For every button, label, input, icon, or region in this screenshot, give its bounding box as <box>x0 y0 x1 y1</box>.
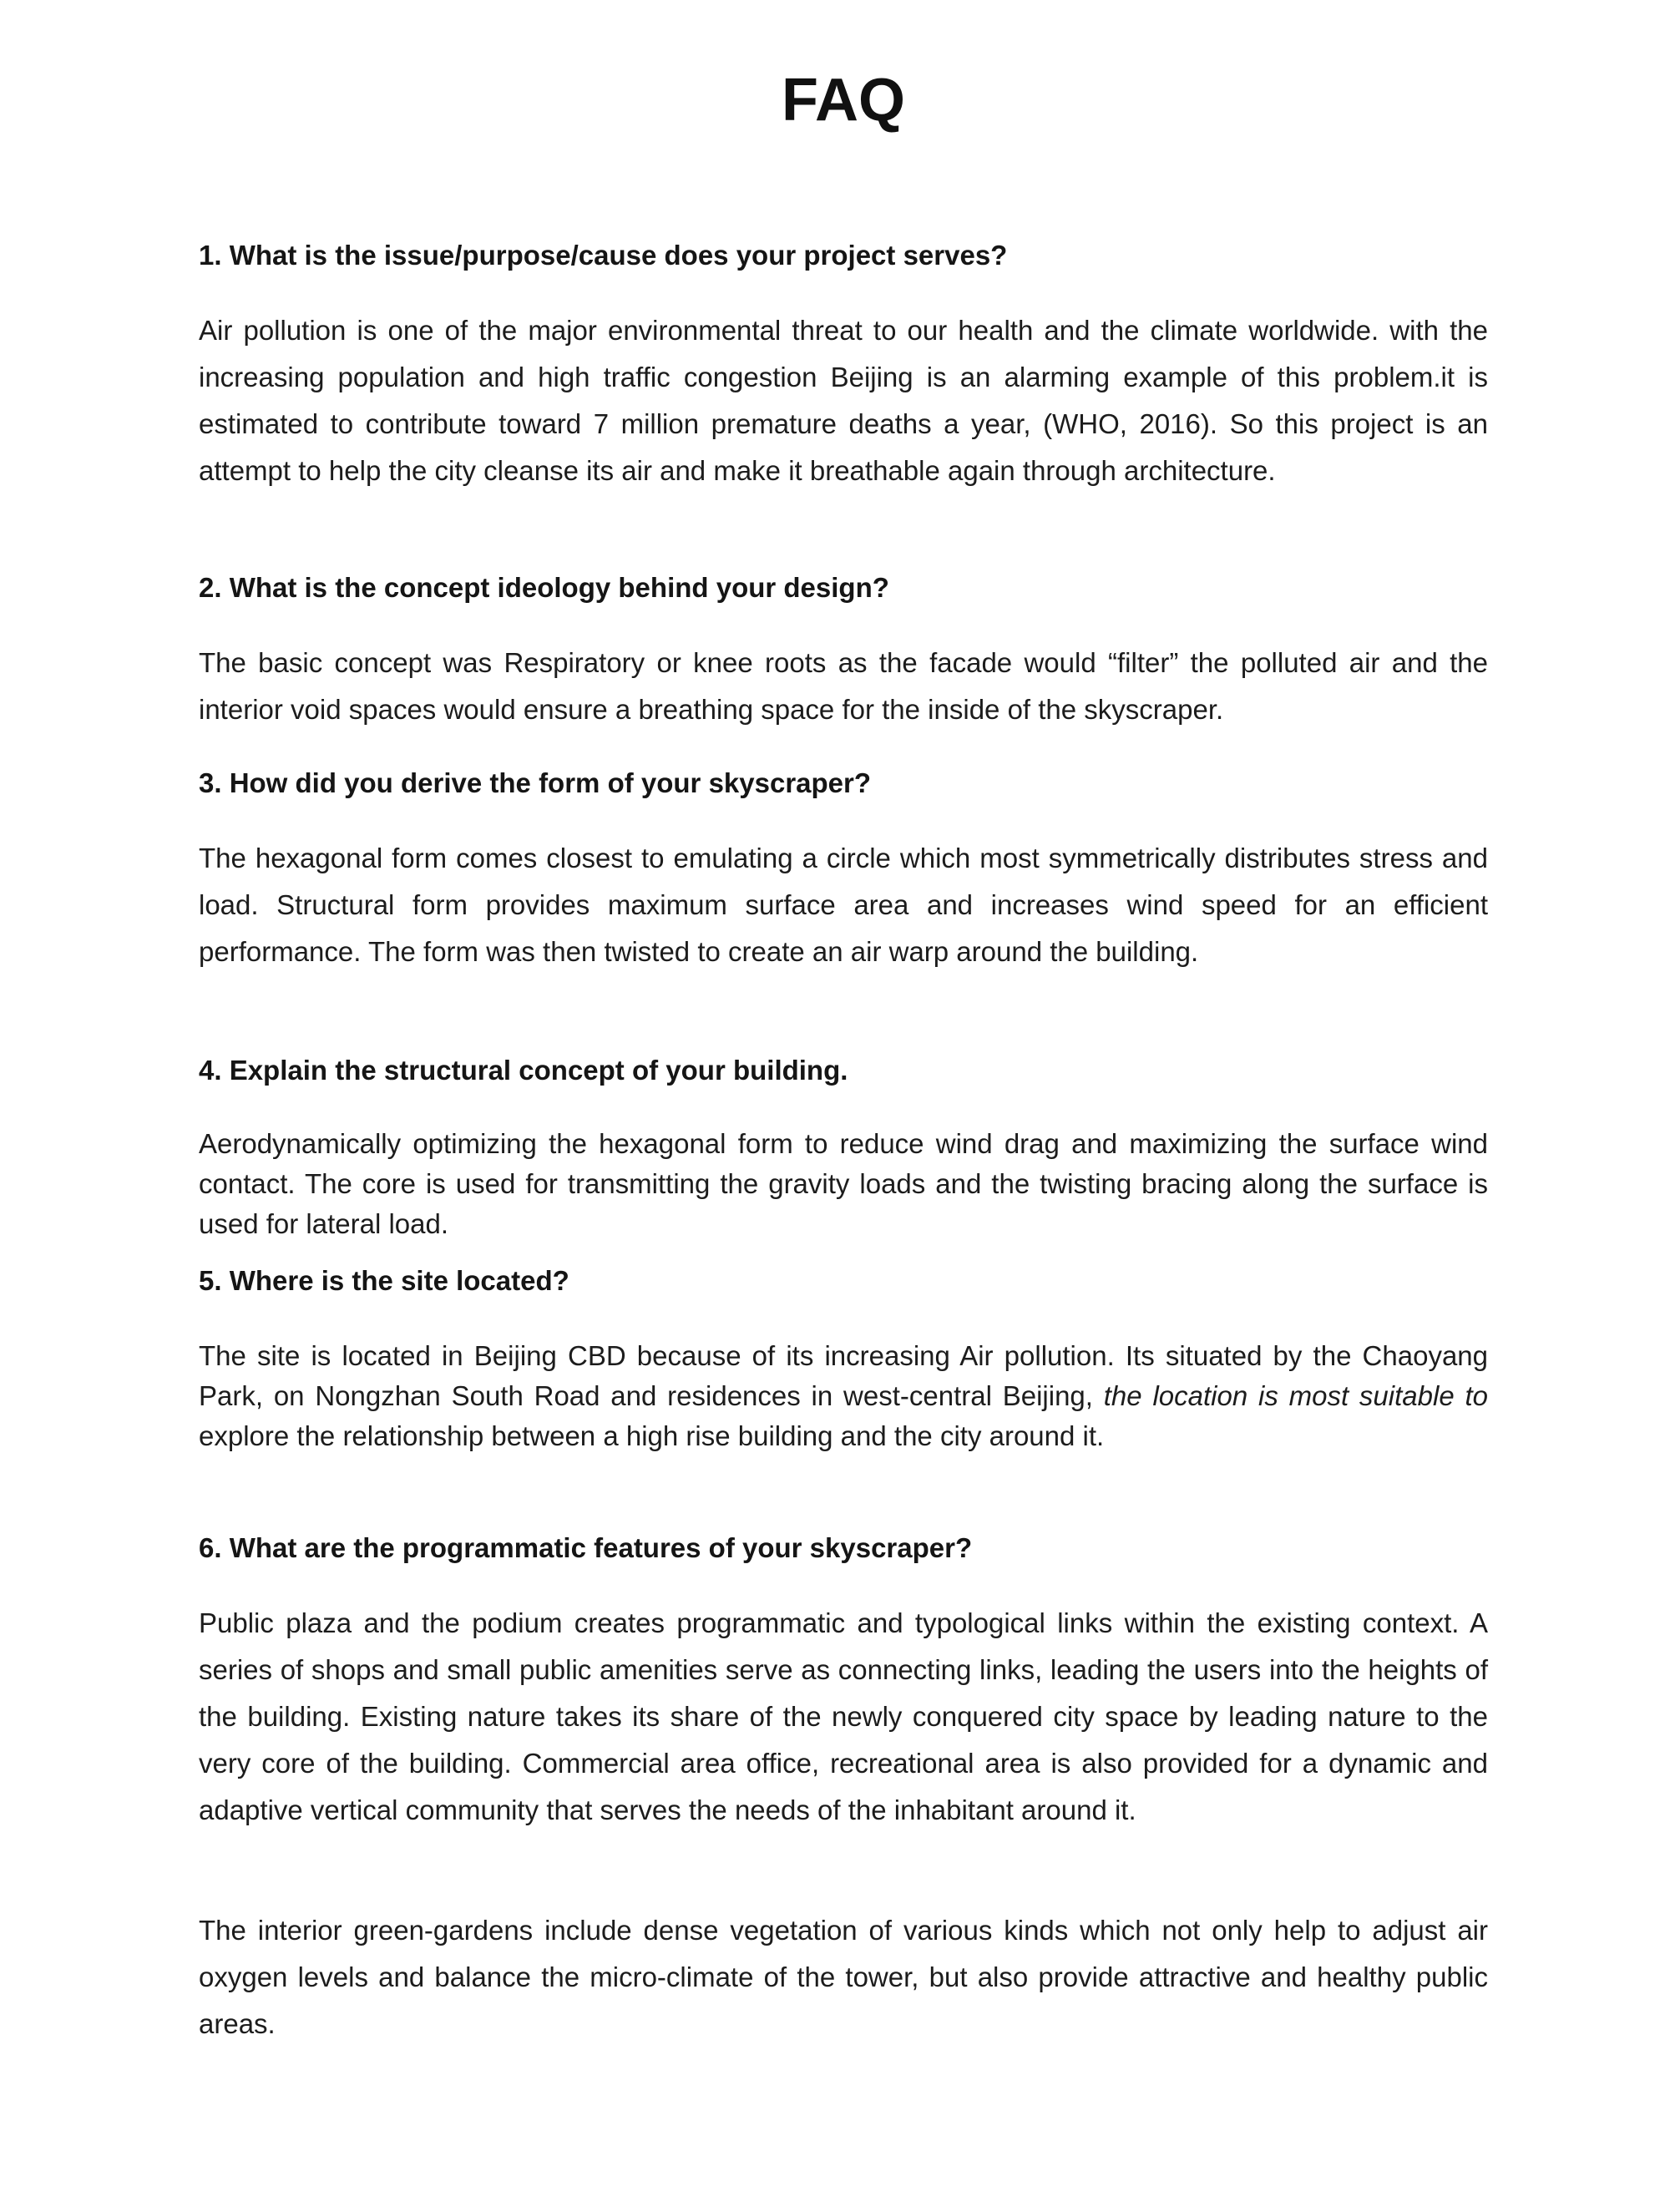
faq-question-6: 6. What are the programmatic features of your skyscraper? <box>199 1532 973 1563</box>
faq-question-2: 2. What is the concept ideology behind your design? <box>199 572 889 603</box>
faq-answer-2: The basic concept was Respiratory or knee roots as the facade would “filter” the polluted air and the interior void spaces would ensure a breathing space for the inside of the skyscraper. <box>199 647 1488 725</box>
faq-answer-5-text-end: explore the relationship between a high rise building and the city around it. <box>199 1420 1105 1451</box>
faq-question-3: 3. How did you derive the form of your skyscraper? <box>199 767 872 798</box>
faq-answer-5 <box>199 1336 1488 1456</box>
faq-answer-5-text: The site is located in Beijing CBD because of its increasing Air pollution. Its situated by the Chaoyang Park, on Nongzhan South Road and residences in west-central Beijing, <box>199 1340 1488 1411</box>
faq-answer-1: Air pollution is one of the major environmental threat to our health and the climate worldwide. with the increasing population and high traffic congestion Beijing is an alarming example of this problem.it is estimated to contribute toward 7 million premature deaths a year, (WHO, 2016). So this project is an attempt to help the city cleanse its air and make it breathable again through architecture. <box>199 315 1488 486</box>
faq-answer-5-italic: the location is most suitable to <box>1103 1380 1488 1411</box>
faq-answer-6: Public plaza and the podium creates programmatic and typological links within the existing context. A series of shops and small public amenities serve as connecting links, leading the users into the heights of the building. Existing nature takes its share of the newly conquered city space by leading nature to the very core of the building. Commercial area office, recreational area is also provided for a dynamic and adaptive vertical community that serves the needs of the inhabitant around it. <box>199 1607 1488 1825</box>
faq-answer-3: The hexagonal form comes closest to emulating a circle which most symmetrically distributes stress and load. Structural form provides maximum surface area and increases wind speed for an efficient performance. The form was then twisted to create an air warp around the building. <box>199 843 1488 967</box>
faq-answer-4: Aerodynamically optimizing the hexagonal form to reduce wind drag and maximizing the surface wind contact. The core is used for transmitting the gravity loads and the twisting bracing along the surface is used for lateral load. <box>199 1128 1488 1239</box>
faq-answer-6-paragraph-2: The interior green-gardens include dense vegetation of various kinds which not only help to adjust air oxygen levels and balance the micro-climate of the tower, but also provide attractive and healthy public areas. <box>199 1915 1488 2039</box>
page-title: FAQ <box>781 67 905 134</box>
faq-question-1: 1. What is the issue/purpose/cause does your project serves? <box>199 240 1008 271</box>
faq-question-5: 5. Where is the site located? <box>199 1265 569 1296</box>
faq-question-4: 4. Explain the structural concept of your building. <box>199 1055 848 1086</box>
